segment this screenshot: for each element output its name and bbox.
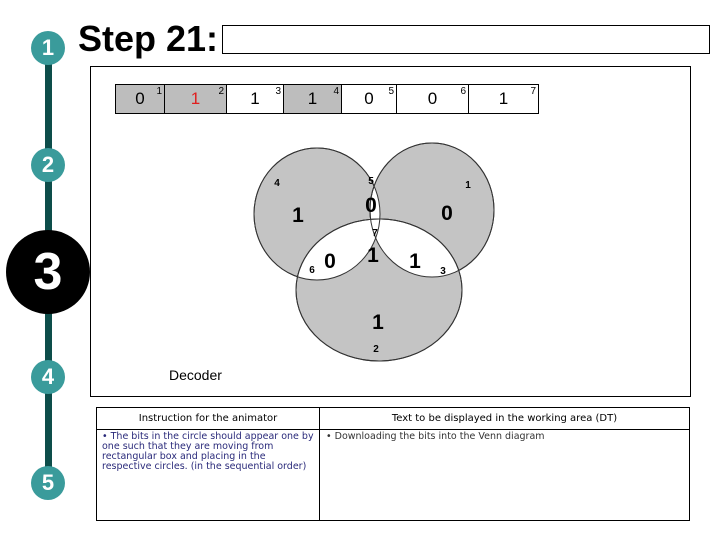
bit-index: 5 (388, 86, 394, 97)
venn-region-index: 2 (373, 344, 379, 355)
venn-region-index: 6 (309, 265, 315, 276)
bit-value: 1 (250, 89, 260, 108)
bit-value: 1 (307, 89, 318, 108)
bit-index: 1 (156, 86, 162, 97)
bit-value: 0 (364, 89, 374, 108)
header-display-text: Text to be displayed in the working area (DT) (320, 408, 689, 430)
venn-region-bit: 1 (367, 244, 379, 267)
page-title: Step 21: (78, 18, 219, 59)
instruction-cell: • The bits in the circle should appear one by one such that they are moving from rectangular box and placing in the respective circles. (in the sequential order) (102, 431, 314, 472)
bit-value: 0 (427, 89, 438, 108)
step-2-button[interactable]: 2 (31, 148, 65, 182)
header-instruction: Instruction for the animator (97, 408, 319, 430)
bit-value: 0 (135, 89, 145, 108)
venn-region-bit: 0 (441, 202, 453, 225)
bit-index: 4 (333, 86, 339, 97)
decoder-label: Decoder (169, 367, 222, 383)
venn-region-index: 7 (372, 228, 378, 239)
bit-index: 3 (275, 86, 281, 97)
venn-region-index: 4 (274, 178, 280, 189)
step-3-button-active[interactable]: 3 (6, 230, 90, 314)
step-5-button[interactable]: 5 (31, 466, 65, 500)
step-1-button[interactable]: 1 (31, 31, 65, 65)
bit-value: 1 (498, 89, 509, 108)
venn-region-index: 3 (440, 266, 446, 277)
bit-index: 2 (218, 86, 224, 97)
bit-index: 6 (460, 86, 466, 97)
venn-region-index: 5 (368, 176, 374, 187)
venn-region-bit: 1 (409, 250, 421, 273)
bit-value: 1 (190, 89, 201, 108)
venn-region-bit: 1 (372, 311, 384, 334)
venn-region-index: 1 (465, 180, 471, 191)
instruction-table (96, 407, 690, 521)
step-4-button[interactable]: 4 (31, 360, 65, 394)
display-text-cell: • Downloading the bits into the Venn diagram (326, 431, 545, 442)
venn-region-bit: 0 (365, 194, 377, 217)
venn-region-bit: 0 (324, 250, 336, 273)
bit-index: 7 (530, 86, 536, 97)
venn-region-bit: 1 (292, 204, 304, 227)
